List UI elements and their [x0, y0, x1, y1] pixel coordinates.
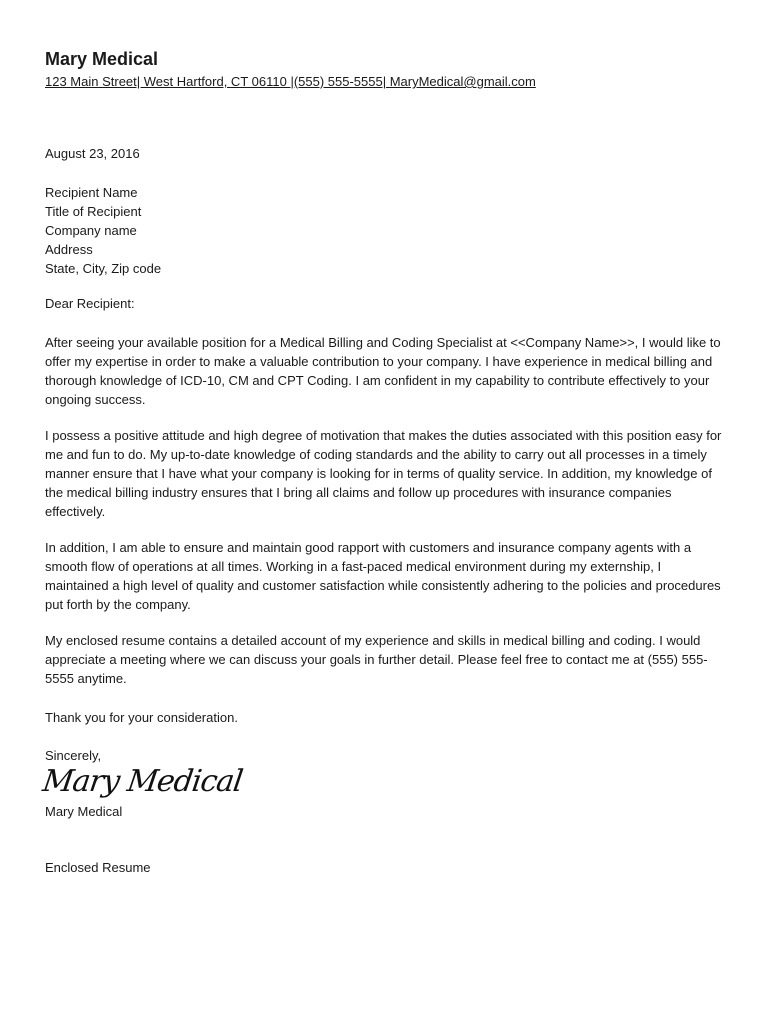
letter-body [45, 333, 725, 705]
sign-off: Sincerely, [45, 748, 102, 763]
recipient-block [45, 183, 161, 278]
salutation: Dear Recipient: [45, 296, 135, 311]
body-paragraph-3: In addition, I am able to ensure and maintain good rapport with customers and insurance company agents with a smooth flow of operations at all times. Working in a fast-paced medical environment during my externship, I maintained a high level of quality and customer satisfaction while consistently adhering to the policies and procedures put forth by the company. [45, 540, 721, 612]
enclosure-note: Enclosed Resume [45, 860, 151, 875]
sender-contact-line: 123 Main Street| West Hartford, CT 06110 |(555) 555-5555| MaryMedical@gmail.com [45, 74, 536, 89]
letter-page [40, 48, 725, 875]
printed-name: Mary Medical [45, 804, 123, 819]
body-paragraph-2: I possess a positive attitude and high degree of motivation that makes the duties associated with this position easy for me and fun to do. My up-to-date knowledge of coding standards and the ability to carry out all processes in a timely manner ensure that I have what your company is looking for in terms of quality service. In addition, my knowledge of the medical billing industry ensures that I bring all claims and follow up procedures with insurance companies effectively. [45, 428, 722, 519]
body-paragraph-1: After seeing your available position for a Medical Billing and Coding Specialist at <<Company Name>>, I would like to offer my expertise in order to make a valuable contribution to your company. I have experience in medical billing and thorough knowledge of ICD-10, CM and CPT Coding. I am confident in my capability to contribute effectively to your ongoing success. [45, 335, 721, 407]
recipient-name: Recipient Name [45, 185, 138, 200]
recipient-location: State, City, Zip code [45, 261, 162, 276]
sender-name: Mary Medical [45, 49, 159, 69]
closing-line: Thank you for your consideration. [45, 710, 238, 725]
body-paragraph-4: My enclosed resume contains a detailed account of my experience and skills in medical billing and coding. I would appreciate a meeting where we can discuss your goals in further detail. Please feel free to contact me at (555) 555-5555 anytime. [45, 633, 708, 686]
recipient-company: Company name [45, 223, 137, 238]
letter-date: August 23, 2016 [45, 146, 140, 161]
handwritten-signature: Mary Medical [40, 764, 245, 799]
recipient-title: Title of Recipient [45, 204, 142, 219]
recipient-address: Address [45, 242, 93, 257]
